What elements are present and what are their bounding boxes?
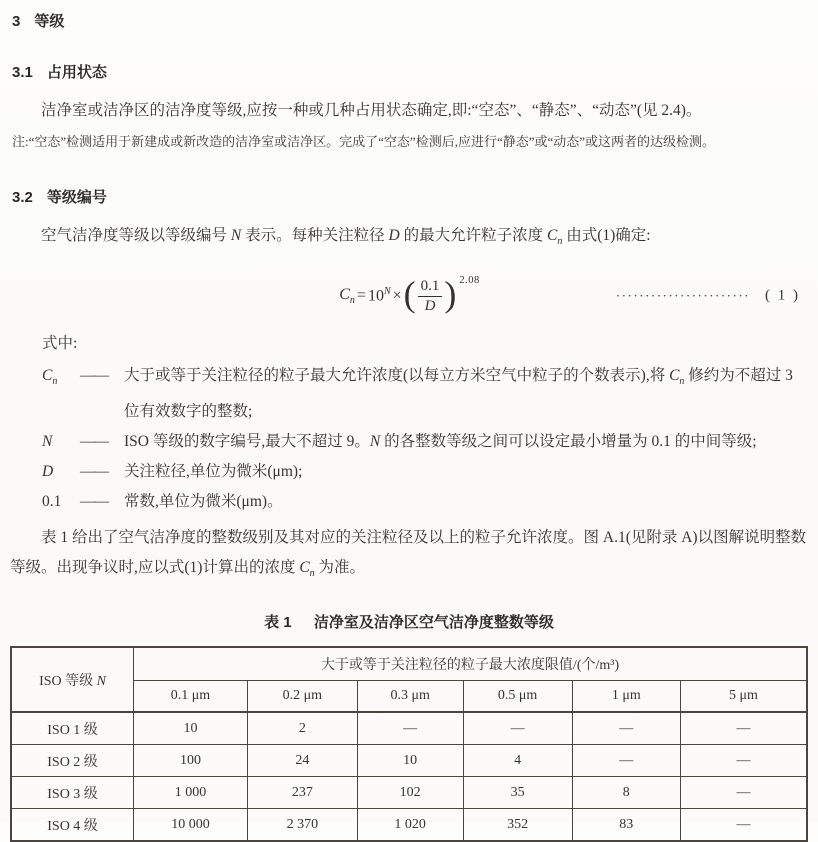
- equation-1: [10, 267, 808, 325]
- table-header-col-0.2um: 0.2 μm: [247, 681, 357, 713]
- left-paren: (: [403, 274, 416, 315]
- table-row-iso2: [11, 745, 807, 777]
- section-3-2-intro: 空气洁净度等级以等级编号 N 表示。每种关注粒径 D 的最大允许粒子浓度 $C_n$ 由式(1)确定:: [41, 227, 651, 248]
- section-3-2-number: 3.2: [12, 189, 33, 206]
- definition-text: 大于或等于关注粒径的粒子最大允许浓度(以每立方米空气中粒子的个数表示),将 $C_n$ 修约为不超过 3 位有效数字的整数;: [124, 367, 793, 421]
- cell: 237: [247, 777, 357, 809]
- definition-dash: ——: [80, 463, 107, 481]
- cell: 24: [247, 745, 357, 777]
- cell: 1 020: [357, 809, 463, 842]
- section-3-2-title: 等级编号: [46, 189, 107, 206]
- table-header-group: 大于或等于关注粒径的粒子最大浓度限值/(个/m³): [134, 647, 807, 681]
- cell: —: [680, 745, 807, 777]
- equation-number: ( 1 ): [765, 287, 800, 304]
- table-1: [10, 646, 808, 842]
- row-label: ISO 3 级: [11, 777, 134, 809]
- cell: —: [572, 745, 680, 777]
- cell: —: [572, 712, 680, 745]
- table-row-iso1: [11, 712, 807, 745]
- cell: 10: [357, 745, 463, 777]
- variable-Cn: $C_n$: [546, 227, 563, 248]
- definition-Cn: [42, 361, 808, 427]
- table-header-col-5um: 5 μm: [680, 681, 807, 713]
- cell: 2: [247, 712, 357, 745]
- definition-text: ISO 等级的数字编号,最大不超过 9。N 的各整数等级之间可以设定最小增量为 0.1 的中间等级;: [124, 433, 757, 451]
- table-header-col-0.3um: 0.3 μm: [357, 681, 463, 713]
- cell: 8: [572, 777, 680, 809]
- cell: 1 000: [134, 777, 248, 809]
- variable-D: D: [388, 227, 400, 244]
- equation-base: $10^N$: [367, 286, 391, 305]
- cell: —: [680, 809, 807, 842]
- table-header-iso-class: ISO 等级 N: [11, 647, 134, 712]
- row-label: ISO 4 级: [11, 809, 134, 842]
- cell: —: [357, 712, 463, 745]
- section-3-1-number: 3.1: [12, 64, 33, 81]
- table-row-iso4: [11, 809, 807, 842]
- table-1-caption: [10, 611, 808, 632]
- cell: —: [680, 712, 807, 745]
- cell: —: [463, 712, 572, 745]
- definition-text: 关注粒径,单位为微米(μm);: [124, 463, 303, 481]
- where-label: 式中:: [42, 335, 78, 353]
- definition-0-1: [42, 487, 808, 517]
- row-label: ISO 2 级: [11, 745, 134, 777]
- cell: 4: [463, 745, 572, 777]
- table-1-caption-label: 表 1: [264, 614, 292, 632]
- definition-term: N: [42, 433, 53, 451]
- cell: 102: [357, 777, 463, 809]
- definition-D: [42, 457, 808, 487]
- right-paren: ): [444, 274, 457, 315]
- definition-N: [42, 427, 808, 457]
- equation-lhs: $C_n$: [339, 286, 355, 307]
- definition-term: 0.1: [42, 493, 62, 511]
- definition-dash: ——: [80, 493, 107, 511]
- section-3-1-paragraph: 洁净室或洁净区的洁净度等级,应按一种或几种占用状态确定,即:“空态”、“静态”、“动态”(见 2.4)。: [41, 102, 702, 119]
- table-intro-paragraph: 表 1 给出了空气洁净度的整数级别及其对应的关注粒径及以上的粒子允许浓度。图 A.1(见附录 A)以图解说明整数等级。出现争议时,应以式(1)计算出的浓度 $C_n$ 为准。: [10, 529, 807, 580]
- definition-term: D: [42, 463, 54, 481]
- equation-fraction: $\frac{0.1}{D}$: [418, 277, 443, 316]
- section-3-1-title: 占用状态: [46, 64, 107, 81]
- table-1-caption-text: 洁净室及洁净区空气洁净度整数等级: [313, 614, 554, 632]
- definition-term: $C_n$: [42, 367, 58, 388]
- section-3-heading: [12, 10, 808, 31]
- cell: 352: [463, 809, 572, 842]
- cell: 2 370: [247, 809, 357, 842]
- equation-1-expression: $C_n$ = $10^N$ × ( $\frac{0.1}{D}$ ) $^{2.08}$: [339, 274, 480, 315]
- definition-dash: ——: [80, 433, 107, 451]
- variable-N: N: [230, 227, 242, 244]
- cell: —: [680, 777, 807, 809]
- document-page: [0, 10, 818, 834]
- table-header-col-0.1um: 0.1 μm: [134, 681, 248, 713]
- cell: 100: [134, 745, 248, 777]
- cell: 10 000: [134, 809, 248, 842]
- cell: 83: [572, 809, 680, 842]
- cell: 10: [134, 712, 248, 745]
- definition-dash: ——: [80, 367, 107, 385]
- equation-exponent: 2.08: [459, 274, 480, 286]
- section-3-1-heading: [12, 61, 808, 82]
- table-row-iso3: [11, 777, 807, 809]
- cell: 35: [463, 777, 572, 809]
- variable-Cn: $C_n$: [299, 559, 315, 580]
- row-label: ISO 1 级: [11, 712, 134, 745]
- table-header-col-1um: 1 μm: [572, 681, 680, 713]
- section-3-number: 3: [12, 13, 21, 30]
- definition-text: 常数,单位为微米(μm)。: [124, 493, 283, 511]
- equation-leader-dots: ·······················: [615, 288, 750, 304]
- section-3-1-note: 注:“空态”检测适用于新建成或新改造的洁净室或洁净区。完成了“空态”检测后,应进行“静态”或“动态”或这两者的达级检测。: [12, 134, 716, 149]
- section-3-title: 等级: [34, 13, 65, 30]
- section-3-2-heading: [12, 186, 808, 207]
- table-header-col-0.5um: 0.5 μm: [463, 681, 572, 713]
